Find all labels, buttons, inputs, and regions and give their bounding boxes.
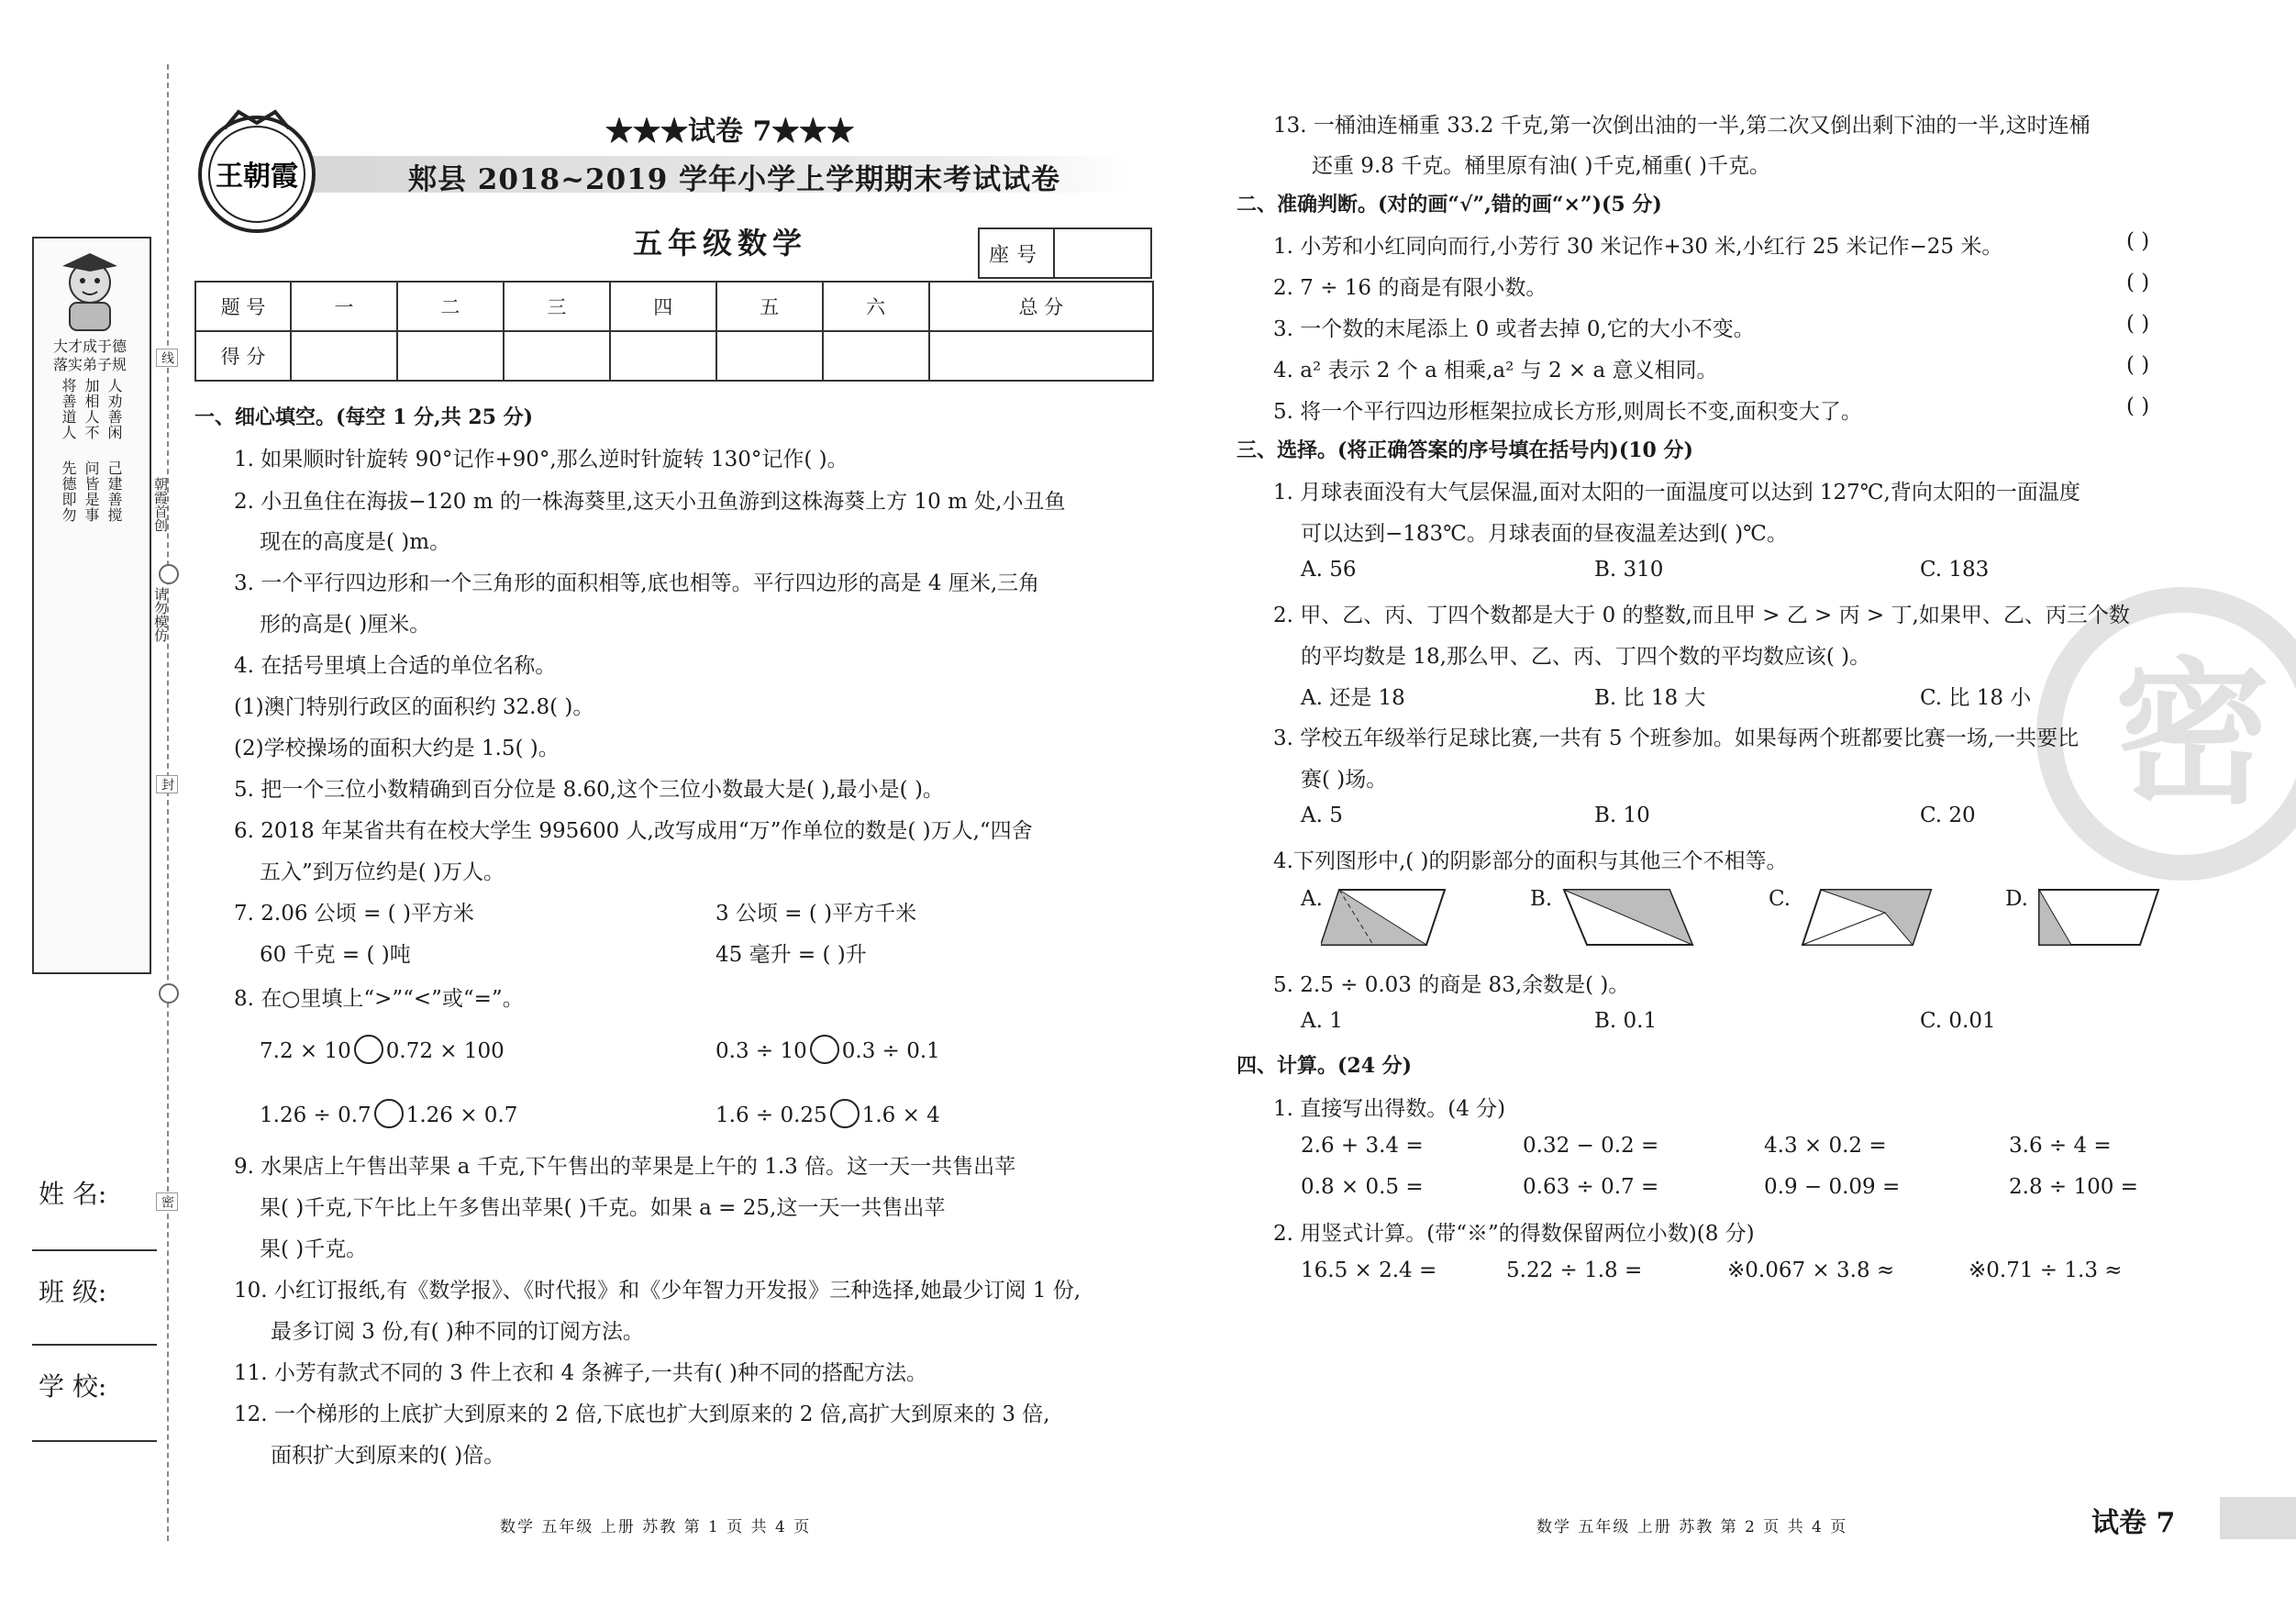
saying-column: 加相人不 [83, 378, 100, 440]
calc-item: 3.6 ÷ 4 = [2009, 1134, 2112, 1158]
option[interactable]: B. 10 [1594, 804, 1650, 827]
secret-stamp-glyph: 密 [2113, 642, 2270, 826]
judge-answer-bracket[interactable]: ( ) [2126, 271, 2150, 294]
question-line: 赛( )场。 [1301, 768, 1388, 792]
exam-title: 郏县 2018~2019 学年小学上学期期末考试试卷 [408, 163, 1061, 196]
question-line: 5. 把一个三位小数精确到百分位是 8.60,这个三位小数最大是( ),最小是( )。 [234, 778, 944, 802]
saying-column: 问皆是事 [83, 460, 100, 523]
question-line: 最多订阅 3 份,有( )种不同的订阅方法。 [271, 1320, 644, 1344]
q8-left: 0.3 ÷ 10 [715, 1039, 807, 1063]
q7-item: 60 千克 = ( )吨 [260, 943, 411, 967]
question-line: 1. 直接写出得数。(4 分) [1273, 1097, 1506, 1121]
q8-item [715, 1099, 940, 1128]
fold-line [167, 64, 169, 1541]
score-cell: 题 号 [195, 282, 291, 331]
question-line: 果( )千克。 [260, 1237, 368, 1261]
compare-circle[interactable] [354, 1035, 383, 1064]
sayings-block [37, 378, 145, 965]
note-original: 朝霞首创 [152, 477, 169, 532]
question-line: 果( )千克,下午比上午多售出苹果( )千克。如果 a = 25,这一天一共售出苹 [260, 1196, 946, 1220]
class-label: 班 级: [39, 1277, 107, 1307]
q7-item: 7. 2.06 公顷 = ( )平方米 [234, 902, 474, 926]
corner-tab [2220, 1497, 2296, 1539]
calc-item: 0.32 − 0.2 = [1523, 1134, 1659, 1158]
question-line: 2. 用竖式计算。(带“※”的得数保留两位小数)(8 分) [1273, 1222, 1755, 1246]
calc-item: 16.5 × 2.4 = [1301, 1259, 1437, 1282]
page-footer-right: 数学 五年级 上册 苏教 第 2 页 共 4 页 [1536, 1518, 1848, 1536]
q8-right: 0.3 ÷ 0.1 [841, 1039, 940, 1063]
question-line: 的平均数是 18,那么甲、乙、丙、丁四个数的平均数应该( )。 [1301, 645, 1871, 669]
q8-right: 1.26 × 0.7 [405, 1103, 518, 1127]
question-line: 9. 水果店上午售出苹果 a 千克,下午售出的苹果是上午的 1.3 倍。这一天一共售出苹 [234, 1155, 1016, 1179]
score-cell: 五 [716, 282, 823, 331]
figure-a-icon [1321, 885, 1449, 949]
question-line: (2)学校操场的面积大约是 1.5( )。 [234, 737, 560, 760]
question-line: 现在的高度是( )m。 [260, 530, 451, 554]
question-line: 4.下列图形中,( )的阴影部分的面积与其他三个不相等。 [1273, 849, 1788, 873]
q8-right: 1.6 × 4 [861, 1103, 940, 1127]
name-label: 姓 名: [39, 1179, 107, 1209]
question-line: 1. 月球表面没有大气层保温,面对太阳的一面温度可以达到 127℃,背向太阳的一面温度 [1273, 481, 2080, 505]
option[interactable]: C. 183 [1920, 558, 1990, 582]
school-label: 学 校: [39, 1371, 107, 1402]
question-line: 五入”到万位约是( )万人。 [260, 860, 505, 884]
sidebar-motto [32, 338, 148, 374]
compare-circle[interactable] [374, 1099, 404, 1128]
score-cell: 一 [291, 282, 397, 331]
q8-left: 1.6 ÷ 0.25 [715, 1103, 827, 1127]
question-line: 2. 小丑鱼住在海拔−120 m 的一株海葵里,这天小丑鱼游到这株海葵上方 10 m 处,小丑鱼 [234, 490, 1066, 514]
saying-column: 将善道人 [60, 378, 77, 440]
calc-item: 2.8 ÷ 100 = [2009, 1175, 2138, 1199]
fold-label-feng: 封 [156, 775, 178, 793]
option[interactable]: C. 20 [1920, 804, 1976, 827]
question-line: 13. 一桶油连桶重 33.2 千克,第一次倒出油的一半,第二次又倒出剩下油的一半,这时连桶 [1273, 114, 2091, 138]
q8-item [715, 1035, 940, 1064]
question-line: 面积扩大到原来的( )倍。 [271, 1444, 505, 1468]
paper-number: ★★★试卷 7★★★ [605, 116, 855, 148]
note-no-copy: 请勿模仿 [152, 587, 169, 642]
judge-answer-bracket[interactable]: ( ) [2126, 229, 2150, 253]
calc-item: 4.3 × 0.2 = [1764, 1134, 1887, 1158]
option[interactable]: A. 5 [1301, 804, 1343, 827]
question-line: 还重 9.8 千克。桶里原有油( )千克,桶重( )千克。 [1312, 154, 1771, 178]
hole-icon [159, 983, 179, 1004]
judge-answer-bracket[interactable]: ( ) [2126, 394, 2150, 418]
saying-column: 己建善搅 [105, 460, 123, 523]
calc-item: 0.63 ÷ 0.7 = [1523, 1175, 1659, 1199]
judge-question: 2. 7 ÷ 16 的商是有限小数。 [1273, 276, 1547, 300]
question-line: 10. 小红订报纸,有《数学报》、《时代报》和《少年智力开发报》三种选择,她最少订阅 1 份, [234, 1279, 1081, 1303]
option[interactable]: C. 0.01 [1920, 1009, 1996, 1033]
class-input-line[interactable] [32, 1344, 157, 1346]
score-input[interactable] [610, 331, 716, 381]
score-cell: 二 [397, 282, 504, 331]
question-line: 2. 甲、乙、丙、丁四个数都是大于 0 的整数,而且甲 > 乙 > 丙 > 丁,如果甲、乙、丙三个数 [1273, 604, 2130, 627]
seat-label: 座号 [980, 229, 1055, 277]
q8-left: 7.2 × 10 [260, 1039, 351, 1063]
judge-question: 1. 小芳和小红同向而行,小芳行 30 米记作+30 米,小红行 25 米记作−25 米。 [1273, 235, 2003, 259]
fold-label-xian: 线 [156, 349, 178, 367]
saying-group [37, 460, 145, 530]
section-1-title: 一、细心填空。(每空 1 分,共 25 分) [194, 405, 534, 429]
option[interactable]: B. 0.1 [1594, 1009, 1658, 1033]
score-cell: 四 [610, 282, 716, 331]
option[interactable]: A. 56 [1301, 558, 1357, 582]
logo-icon [188, 101, 326, 238]
score-cell: 得 分 [195, 331, 291, 381]
mascot-icon [37, 240, 143, 338]
fold-label-mi: 密 [156, 1192, 178, 1211]
seat-number-box [978, 227, 1152, 279]
saying-group [37, 378, 145, 448]
question-line: 11. 小芳有款式不同的 3 件上衣和 4 条裤子,一共有( )种不同的搭配方法。 [234, 1361, 927, 1385]
score-input[interactable] [823, 331, 929, 381]
score-input[interactable] [504, 331, 610, 381]
score-input[interactable] [291, 331, 397, 381]
compare-circle[interactable] [830, 1099, 860, 1128]
score-cell: 总 分 [929, 282, 1153, 331]
school-input-line[interactable] [32, 1440, 157, 1442]
q7-item: 45 毫升 = ( )升 [715, 943, 867, 967]
calc-item: 0.8 × 0.5 = [1301, 1175, 1424, 1199]
calc-item: 0.9 − 0.09 = [1764, 1175, 1901, 1199]
section-3-title: 三、选择。(将正确答案的序号填在括号内)(10 分) [1237, 438, 1693, 462]
option[interactable]: B. [1530, 887, 1553, 911]
judge-question: 3. 一个数的末尾添上 0 或者去掉 0,它的大小不变。 [1273, 317, 1755, 341]
score-value-row [195, 331, 1153, 381]
option[interactable]: D. [2005, 887, 2028, 911]
motto-line: 大才成于德 [52, 338, 127, 355]
section-4-title: 四、计算。(24 分) [1237, 1054, 1413, 1078]
question-line: 6. 2018 年某省共有在校大学生 995600 人,改写成用“万”作单位的数是( )万人,“四舍 [234, 819, 1033, 843]
seat-input[interactable] [1055, 229, 1150, 277]
score-table [194, 281, 1154, 382]
name-input-line[interactable] [32, 1249, 157, 1251]
subject-title: 五年级数学 [633, 226, 808, 261]
question-line: 1. 如果顺时针旋转 90°记作+90°,那么逆时针旋转 130°记作( )。 [234, 448, 849, 471]
score-cell: 三 [504, 282, 610, 331]
calc-item: ※0.71 ÷ 1.3 ≈ [1969, 1259, 2123, 1282]
figure-b-icon [1559, 885, 1697, 949]
option[interactable]: B. 比 18 大 [1594, 686, 1706, 710]
q8-item [260, 1035, 505, 1064]
score-header-row [195, 282, 1153, 331]
judge-answer-bracket[interactable]: ( ) [2126, 312, 2150, 336]
judge-question: 5. 将一个平行四边形框架拉成长方形,则周长不变,面积变大了。 [1273, 400, 1862, 424]
question-line: 3. 学校五年级举行足球比赛,一共有 5 个班参加。如果每两个班都要比赛一场,一共要比 [1273, 726, 2080, 750]
motto-line: 落实弟子规 [52, 356, 127, 373]
q8-right: 0.72 × 100 [385, 1039, 505, 1063]
question-line: 5. 2.5 ÷ 0.03 的商是 83,余数是( )。 [1273, 973, 1630, 997]
hole-icon [159, 564, 179, 584]
score-cell: 六 [823, 282, 929, 331]
calc-item: 5.22 ÷ 1.8 = [1506, 1259, 1643, 1282]
score-input[interactable] [716, 331, 823, 381]
option[interactable]: B. 310 [1594, 558, 1664, 582]
figure-d-icon [2035, 885, 2163, 949]
question-line: 4. 在括号里填上合适的单位名称。 [234, 654, 557, 678]
calc-item: 2.6 + 3.4 = [1301, 1134, 1424, 1158]
question-line: 3. 一个平行四边形和一个三角形的面积相等,底也相等。平行四边形的高是 4 厘米,三角 [234, 571, 1040, 595]
judge-question: 4. a² 表示 2 个 a 相乘,a² 与 2 × a 意义相同。 [1273, 359, 1718, 383]
corner-paper-label: 试卷 7 [2091, 1507, 2176, 1539]
q8-item [260, 1099, 517, 1128]
saying-column: 先德即勿 [60, 460, 77, 523]
saying-column: 人劝善闲 [105, 378, 123, 440]
svg-text:王朝霞: 王朝霞 [216, 161, 298, 192]
question-line: 可以达到−183℃。月球表面的昼夜温差达到( )℃。 [1301, 522, 1788, 546]
option[interactable]: C. [1769, 887, 1791, 911]
q8-left: 1.26 ÷ 0.7 [260, 1103, 372, 1127]
option[interactable]: A. [1301, 887, 1323, 911]
q8-title: 8. 在○里填上“>”“<”或“=”。 [234, 987, 524, 1011]
q7-item: 3 公顷 = ( )平方千米 [715, 902, 917, 926]
figure-c-icon [1798, 885, 1936, 949]
option[interactable]: A. 还是 18 [1301, 686, 1405, 710]
option[interactable]: C. 比 18 小 [1920, 686, 2032, 710]
page-footer-left: 数学 五年级 上册 苏教 第 1 页 共 4 页 [500, 1518, 812, 1536]
question-line: 形的高是( )厘米。 [260, 613, 431, 637]
compare-circle[interactable] [810, 1035, 839, 1064]
question-line: 12. 一个梯形的上底扩大到原来的 2 倍,下底也扩大到原来的 2 倍,高扩大到原来的 3 倍, [234, 1403, 1050, 1426]
section-2-title: 二、准确判断。(对的画“√”,错的画“×”)(5 分) [1237, 193, 1662, 216]
judge-answer-bracket[interactable]: ( ) [2126, 353, 2150, 377]
option[interactable]: A. 1 [1301, 1009, 1343, 1033]
question-line: (1)澳门特别行政区的面积约 32.8( )。 [234, 695, 594, 719]
score-input[interactable] [397, 331, 504, 381]
score-input[interactable] [929, 331, 1153, 381]
calc-item: ※0.067 × 3.8 ≈ [1727, 1259, 1895, 1282]
